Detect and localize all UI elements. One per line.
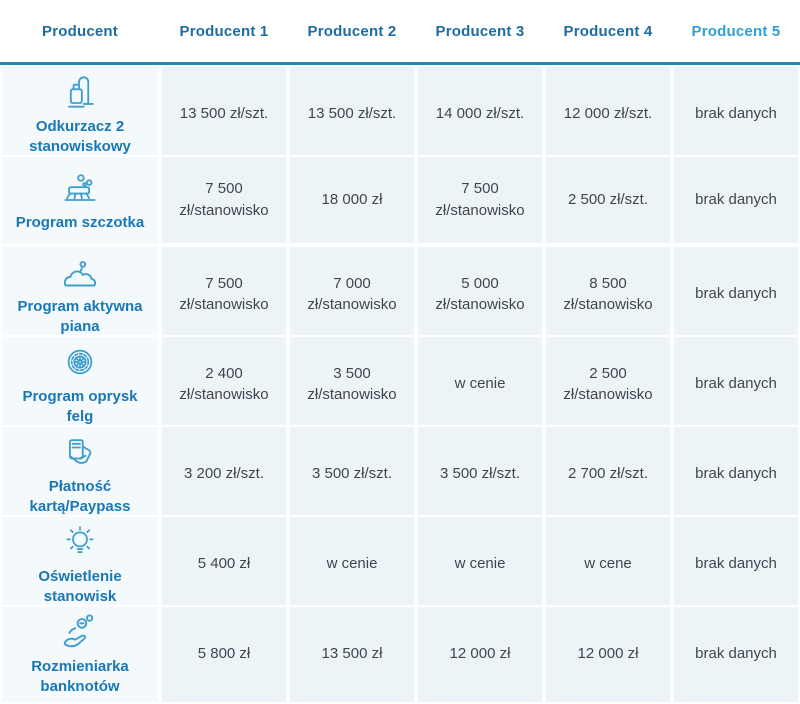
price-cell: [672, 155, 800, 245]
table-row: [0, 335, 800, 425]
price-cell: [544, 335, 672, 434]
price-value: 12 000 zł: [577, 645, 639, 663]
price-value: 3 200 zł/szt.: [183, 465, 265, 483]
price-value: 3 500 zł/stanowisko: [307, 364, 397, 404]
price-cell: [544, 65, 672, 164]
price-cell: [288, 155, 416, 245]
price-value: 14 000 zł/szt.: [435, 105, 525, 123]
row-label: Program oprysk felg: [22, 388, 138, 426]
price-cell: [416, 605, 544, 704]
price-cell: [672, 65, 800, 164]
price-cell: [672, 425, 800, 524]
column-header-producent-5: Producent 5: [691, 22, 781, 40]
column-header-producent: Producent: [42, 22, 118, 40]
price-cell: [416, 515, 544, 614]
price-value: 7 500 zł/stanowisko: [435, 180, 525, 219]
price-cell: [544, 245, 672, 344]
price-value: w cenie: [326, 555, 378, 573]
price-value: 18 000 zł: [321, 191, 383, 209]
price-value: 13 500 zł/szt.: [307, 105, 397, 123]
row-label-cell: [0, 515, 160, 614]
price-value: 7 500 zł/stanowisko: [179, 180, 269, 219]
price-cell: [160, 65, 288, 164]
row-label: Program szczotka: [15, 213, 145, 231]
price-cell: [672, 515, 800, 614]
price-value: 5 400 zł: [197, 555, 251, 573]
price-cell: [416, 245, 544, 344]
price-cell: [416, 155, 544, 245]
column-header-producent-1: Producent 1: [179, 22, 269, 40]
price-value: w cenie: [454, 375, 506, 393]
price-cell: [288, 65, 416, 164]
row-label-cell: [0, 605, 160, 704]
table-row: [0, 155, 800, 245]
row-label-cell: [0, 425, 160, 524]
column-header-producent-2: Producent 2: [307, 22, 397, 40]
column-header-producent-4: Producent 4: [563, 22, 653, 40]
row-label-cell: [0, 335, 160, 434]
price-value: 5 800 zł: [197, 645, 251, 663]
price-value: brak danych: [695, 191, 777, 209]
price-value: 2 500 zł/stanowisko: [563, 364, 653, 404]
price-value: brak danych: [695, 375, 777, 393]
price-cell: [160, 605, 288, 704]
table-row: [0, 605, 800, 698]
row-label-cell: [0, 155, 160, 245]
price-cell: [416, 65, 544, 164]
price-cell: [160, 245, 288, 344]
price-cell: [160, 335, 288, 434]
price-value: 3 500 zł/szt.: [439, 465, 521, 483]
price-cell: [160, 515, 288, 614]
price-cell: [672, 335, 800, 434]
price-cell: [544, 605, 672, 704]
row-label: Odkurzacz 2 stanowiskowy: [29, 118, 131, 156]
price-cell: [288, 515, 416, 614]
lightbulb-icon: [59, 521, 101, 563]
price-cell: [160, 155, 288, 245]
price-value: brak danych: [695, 465, 777, 483]
price-value: 12 000 zł: [449, 645, 511, 663]
price-value: brak danych: [695, 555, 777, 573]
price-value: 2 400 zł/stanowisko: [179, 364, 269, 404]
price-value: brak danych: [695, 645, 777, 663]
row-label: Oświetlenie stanowisk: [38, 568, 122, 606]
price-value: 7 000 zł/stanowisko: [307, 274, 397, 314]
price-cell: [672, 605, 800, 704]
price-cell: [544, 515, 672, 614]
price-cell: [160, 425, 288, 524]
table-body: [0, 65, 800, 698]
money-changer-icon: [57, 611, 103, 653]
brush-bubbles-icon: [58, 167, 102, 209]
price-value: 7 500 zł/stanowisko: [179, 274, 269, 314]
price-value: 2 500 zł/szt.: [567, 191, 649, 209]
price-value: 5 000 zł/stanowisko: [435, 274, 525, 314]
price-value: 12 000 zł/szt.: [563, 105, 653, 123]
price-cell: [416, 425, 544, 524]
price-value: 3 500 zł/szt.: [311, 465, 393, 483]
row-label-cell: [0, 245, 160, 344]
price-value: brak danych: [695, 285, 777, 303]
active-foam-icon: [57, 251, 103, 293]
price-cell: [416, 335, 544, 434]
vacuum-cleaner-icon: [58, 71, 102, 113]
price-value: w cenie: [454, 555, 506, 573]
column-header-producent-3: Producent 3: [435, 22, 525, 40]
price-cell: [288, 245, 416, 344]
row-label: Rozmieniarka banknotów: [31, 658, 129, 696]
price-value: 2 700 zł/szt.: [567, 465, 649, 483]
table-row: [0, 515, 800, 605]
price-value: 13 500 zł: [321, 645, 383, 663]
row-label: Płatność kartą/Paypass: [29, 478, 131, 516]
price-value: 13 500 zł/szt.: [179, 105, 269, 123]
price-cell: [288, 605, 416, 704]
row-label: Program aktywna piana: [17, 298, 143, 336]
price-cell: [672, 245, 800, 344]
price-cell: [544, 155, 672, 245]
price-cell: [288, 425, 416, 524]
table-header: [0, 0, 800, 62]
card-payment-icon: [58, 431, 102, 473]
price-value: w cene: [584, 555, 632, 573]
price-value: 8 500 zł/stanowisko: [563, 274, 653, 314]
wheel-rim-icon: [59, 341, 101, 383]
row-label-cell: [0, 65, 160, 164]
table-row: [0, 425, 800, 515]
table-row: [0, 245, 800, 335]
table-row: [0, 65, 800, 155]
price-cell: [544, 425, 672, 524]
price-cell: [288, 335, 416, 434]
price-value: brak danych: [695, 105, 777, 123]
